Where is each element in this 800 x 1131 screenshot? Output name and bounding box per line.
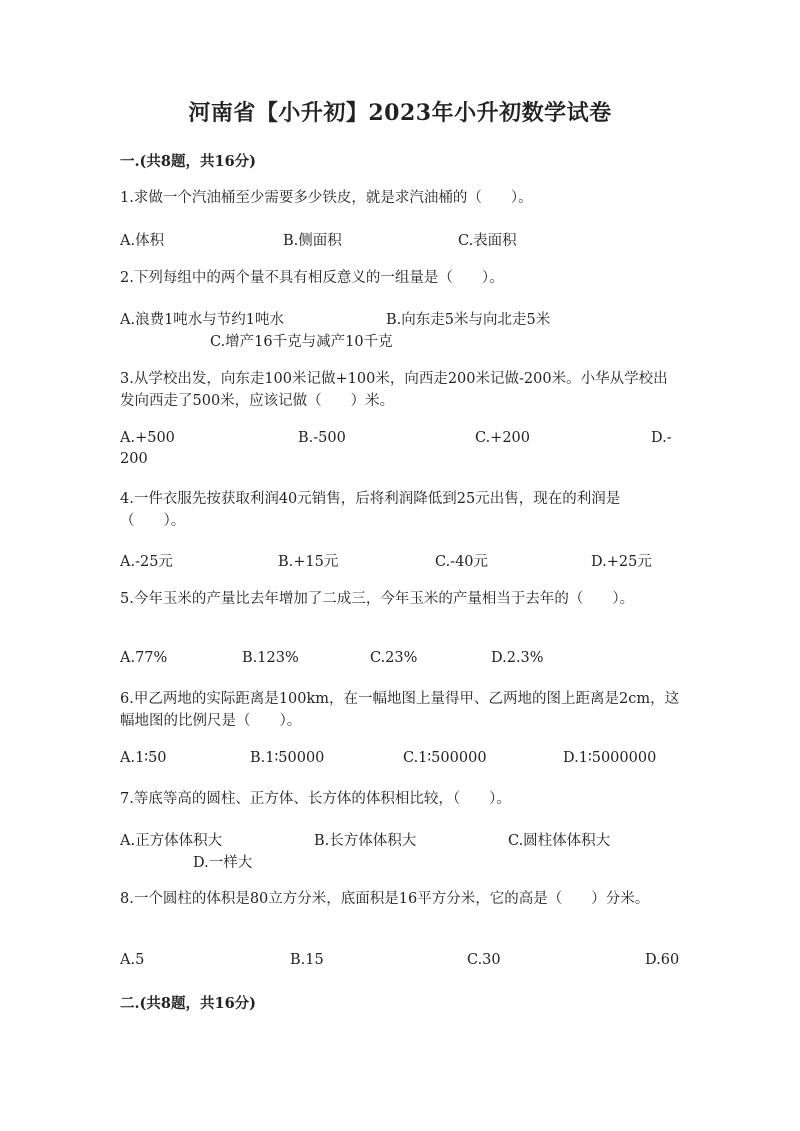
question-5: 5.今年玉米的产量比去年增加了二成三，今年玉米的产量相当于去年的（ ）。 [120, 591, 635, 607]
q6-option-a[interactable]: A.1∶50 [120, 750, 167, 766]
q8-option-d[interactable]: D.60 [645, 952, 680, 968]
q2-option-b[interactable]: B.向东走5米与向北走5米 [386, 312, 551, 328]
question-8: 8.一个圆柱的体积是80立方分米，底面积是16平方分米，它的高是（ ）分米。 [120, 891, 650, 907]
q8-option-b[interactable]: B.15 [290, 952, 324, 968]
q5-option-a[interactable]: A.77% [120, 650, 168, 666]
q6-option-b[interactable]: B.1∶50000 [250, 750, 325, 766]
q1-option-c[interactable]: C.表面积 [458, 233, 517, 249]
q8-option-a[interactable]: A.5 [120, 952, 145, 968]
question-1: 1.求做一个汽油桶至少需要多少铁皮，就是求汽油桶的（ ）。 [120, 190, 533, 206]
q5-option-b[interactable]: B.123% [242, 650, 299, 666]
q1-option-b[interactable]: B.侧面积 [283, 233, 342, 249]
q5-option-c[interactable]: C.23% [370, 650, 418, 666]
q3-option-a[interactable]: A.+500 [120, 430, 175, 446]
q7-option-c[interactable]: C.圆柱体体积大 [508, 833, 611, 849]
section-heading-1: 一.(共8题，共16分) [120, 153, 257, 170]
q3-option-c[interactable]: C.+200 [475, 430, 531, 446]
question-3: 3.从学校出发，向东走100米记做+100米，向西走200米记做-200米。小华从学校出发向西走了500米，应该记做（ ）米。 [120, 371, 668, 409]
q3-option-d[interactable]: D.- [651, 430, 672, 446]
question-7: 7.等底等高的圆柱、正方体、长方体的体积相比较，（ ）。 [120, 791, 511, 807]
q3-option-d-continued: 200 [120, 451, 148, 467]
q8-option-c[interactable]: C.30 [467, 952, 501, 968]
question-4: 4.一件衣服先按获取利润40元销售，后将利润降低到25元出售，现在的利润是（ ）。 [120, 491, 621, 529]
q6-option-d[interactable]: D.1∶5000000 [563, 750, 657, 766]
q1-option-a[interactable]: A.体积 [120, 233, 165, 249]
q5-option-d[interactable]: D.2.3% [491, 650, 544, 666]
page-title: 河南省【小升初】2023年小升初数学试卷 [188, 100, 612, 126]
question-6: 6.甲乙两地的实际距离是100km，在一幅地图上量得甲、乙两地的图上距离是2cm，这幅地图的比例尺是（ ）。 [120, 691, 680, 729]
q7-option-b[interactable]: B.长方体体积大 [314, 833, 417, 849]
q4-option-b[interactable]: B.+15元 [278, 554, 339, 570]
question-2: 2.下列每组中的两个量不具有相反意义的一组量是（ ）。 [120, 270, 504, 286]
q4-option-c[interactable]: C.-40元 [435, 554, 489, 570]
section-heading-2: 二.(共8题，共16分) [120, 995, 257, 1012]
q7-option-d[interactable]: D.一样大 [193, 855, 253, 871]
q2-option-a[interactable]: A.浪费1吨水与节约1吨水 [120, 312, 285, 328]
q3-option-b[interactable]: B.-500 [298, 430, 346, 446]
q2-option-c[interactable]: C.增产16千克与减产10千克 [210, 334, 393, 350]
q6-option-c[interactable]: C.1∶500000 [403, 750, 487, 766]
q7-option-a[interactable]: A.正方体体积大 [120, 833, 223, 849]
q4-option-d[interactable]: D.+25元 [591, 554, 652, 570]
q4-option-a[interactable]: A.-25元 [120, 554, 173, 570]
